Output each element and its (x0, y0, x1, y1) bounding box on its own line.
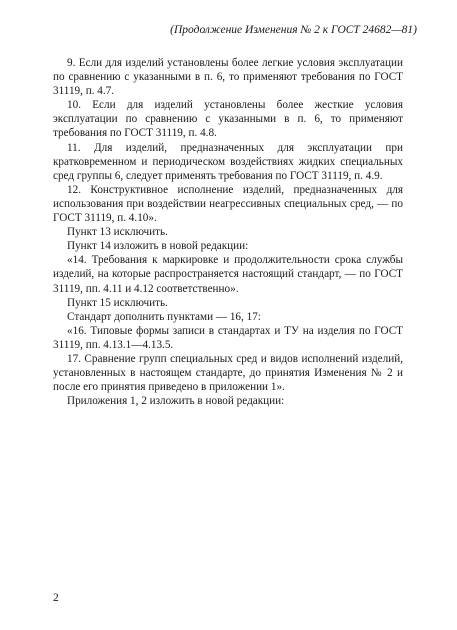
paragraph-appendices: Приложения 1, 2 изложить в новой редакции: (67, 395, 285, 408)
paragraph-item-10: 10. Если для изделий установлены более жесткие условия эксплуатации по сравнению с указанными в п. 6, то применяют требования по ГОСТ 31119, п. 4.8. (53, 99, 403, 140)
paragraph-item-14: «14. Требования к маркировке и продолжительности срока службы изделий, на которые распространяется настоящий стандарт, — по ГОСТ 31119, пп. 4.11 и 4.12 соответственно». (53, 254, 403, 295)
document-body (53, 56, 403, 408)
paragraph-item-17: 17. Сравнение групп специальных сред и видов исполнений изделий, установленных в настоящем стандарте, до принятия Изменения № 2 и после его принятия приведено в приложении 1». (53, 352, 403, 394)
paragraph-exclude-15: Пункт 15 исключить. (67, 296, 168, 309)
paragraph-item-12: 12. Конструктивное исполнение изделий, предназначенных для использования при воздействии неагрессивных специальных сред, — по ГОСТ 31119, п. 4.10». (53, 183, 403, 225)
paragraph-restate-14: Пункт 14 изложить в новой редакции: (67, 240, 249, 253)
page-number: 2 (53, 592, 59, 604)
running-header: (Продолжение Изменения № 2 к ГОСТ 24682—81) (170, 24, 417, 36)
paragraph-item-11: 11. Для изделий, предназначенных для эксплуатации при кратковременном и периодическом воздействиях жидких специальных сред группы 6, следует применять требования по ГОСТ 31119, п. 4.9. (53, 141, 403, 182)
paragraph-add-items: Стандарт дополнить пунктами — 16, 17: (67, 310, 261, 323)
paragraph-item-9: 9. Если для изделий установлены более легкие условия эксплуатации по сравнению с указанными в п. 6, то применяют требования по ГОСТ 31119, п. 4.7. (53, 57, 403, 98)
paragraph-item-16: «16. Типовые формы записи в стандартах и ТУ на изделия по ГОСТ 31119, пп. 4.13.1—4.13.5. (53, 324, 403, 351)
paragraph-exclude-13: Пункт 13 исключить. (67, 226, 168, 239)
